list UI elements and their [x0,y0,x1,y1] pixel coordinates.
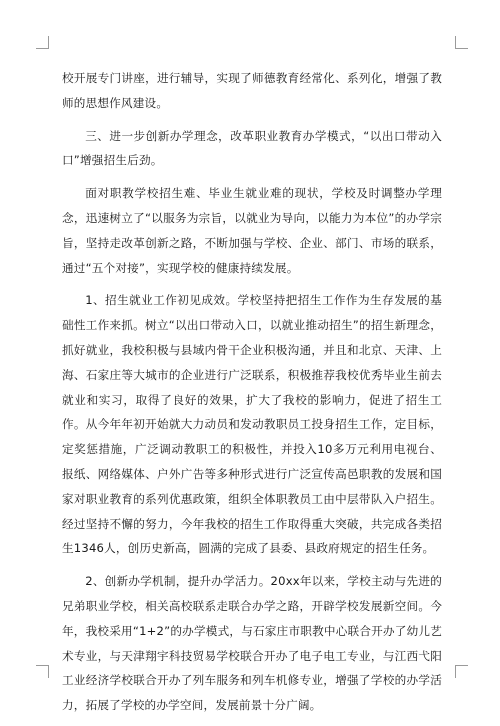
crop-mark-top-left [36,36,49,49]
section-heading-3: 三、进一步创新办学理念，改革职业教育办学模式，“以出口带动入口”增强招生后劲。 [62,128,442,168]
paragraph-continuation: 校开展专门讲座，进行辅导，实现了师德教育经常化、系列化，增强了教师的思想作风建设。 [62,71,442,110]
document-page [62,66,442,726]
crop-mark-bottom-right [455,665,468,678]
crop-mark-bottom-left [36,665,49,678]
paragraph-item-1: 1、招生就业工作初见成效。学校坚持把招生工作作为生存发展的基础性工作来抓。树立“以出口带动入口，以就业推动招生”的招生新理念，抓好就业，我校积极与县域内骨干企业积极沟通，并且和北京、天津、上海、石家庄等大城市的企业进行广泛联系，积极推荐我校优秀毕业生前去就业和实习，取得了良好的效果，扩大了我校的影响力，促进了招生工作。从今年年初开始就大力动员和发动教职员工投身招生工作，定目标，定奖惩措施，广泛调动教职工的积极性，并投入10多万元利用电视台、报纸、网络媒体、户外广告等多种形式进行广泛宣传高邑职教的发展和国家对职业教育的系列优惠政策，组织全体职教员工由中层带队入户招生。经过坚持不懈的努力，今年我校的招生工作取得重大突破，共完成各类招生1346人，创历史新高，圆满的完成了县委、县政府规定的招生任务。 [62,293,442,556]
crop-mark-top-right [455,36,468,49]
paragraph-item-2: 2、创新办学机制，提升办学活力。20xx年以来，学校主动与先进的兄弟职业学校，相关高校联系走联合办学之路，开辟学校发展新空间。今年，我校采用“1+2”的办学模式，与石家庄市职教中心联合开办了幼儿艺术专业，与天津翔宇科技贸易学校联合开办了电子电工专业，与江西弋阳工业经济学校联合开办了列车服务和列车机修专业，增强了学校的办学活力，拓展了学校的办学空间，发展前景十分广阔。 [62,574,442,713]
paragraph-intro: 面对职教学校招生难、毕业生就业难的现状，学校及时调整办学理念，迅速树立了“以服务为宗旨，以就业为导向，以能力为本位”的办学宗旨，坚持走改革创新之路，不断加强与学校、企业、部门、市场的联系，通过“五个对接”，实现学校的健康持续发展。 [62,186,442,275]
